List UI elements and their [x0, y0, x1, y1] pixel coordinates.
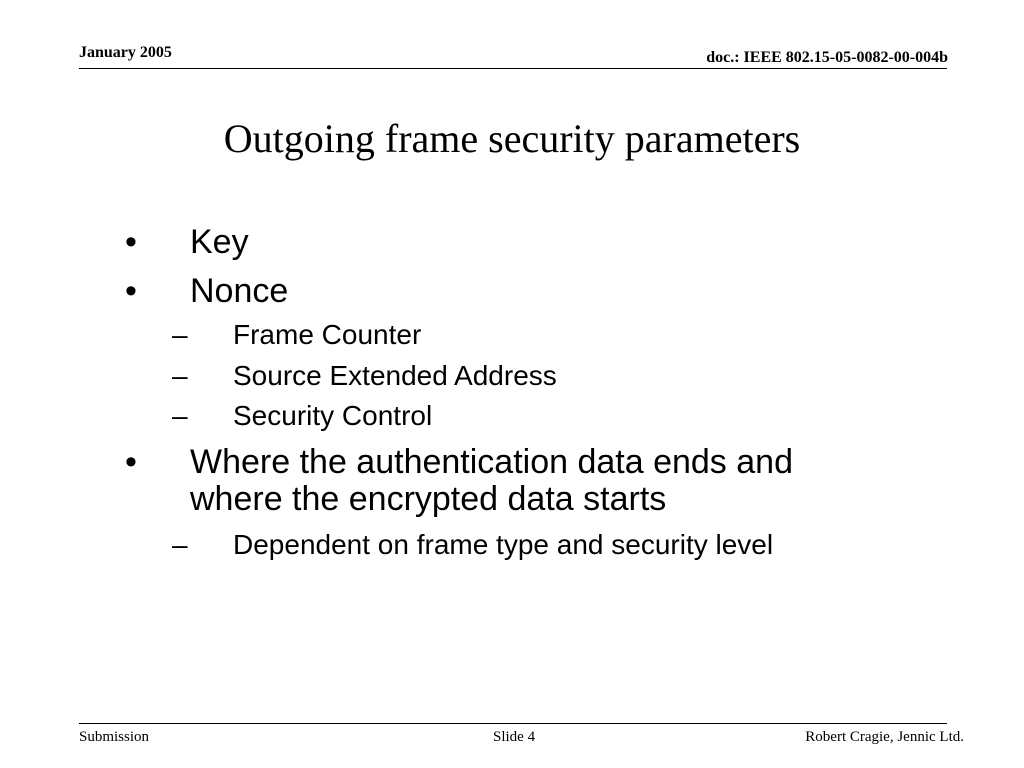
sub-bullet-marker: – [172, 529, 188, 560]
header-date: January 2005 [79, 44, 172, 61]
footer-slide-number: Slide 4 [493, 729, 536, 745]
bullet-marker: • [125, 223, 137, 261]
bullet-text-line2: where the encrypted data starts [190, 480, 667, 518]
sub-bullet-marker: – [172, 360, 188, 391]
header-doc-id: doc.: IEEE 802.15-05-0082-00-004b [706, 49, 948, 66]
bullet-text-line1: Where the authentication data ends and [190, 443, 793, 481]
sub-bullet-marker: – [172, 319, 188, 350]
bullet-text: Key [190, 223, 249, 261]
footer-rule [79, 723, 947, 724]
slide-title: Outgoing frame security parameters [223, 116, 801, 161]
sub-bullet-text: Security Control [233, 400, 433, 431]
sub-bullet-text: Source Extended Address [233, 360, 557, 391]
footer-author: Robert Cragie, Jennic Ltd. [805, 729, 964, 745]
bullet-marker: • [125, 443, 137, 481]
sub-bullet-text: Frame Counter [233, 319, 422, 350]
footer-submission: Submission [79, 729, 150, 745]
sub-bullet-text: Dependent on frame type and security level [233, 529, 774, 560]
sub-bullet-marker: – [172, 400, 188, 431]
bullet-text: Nonce [190, 272, 289, 310]
bullet-marker: • [125, 272, 137, 310]
